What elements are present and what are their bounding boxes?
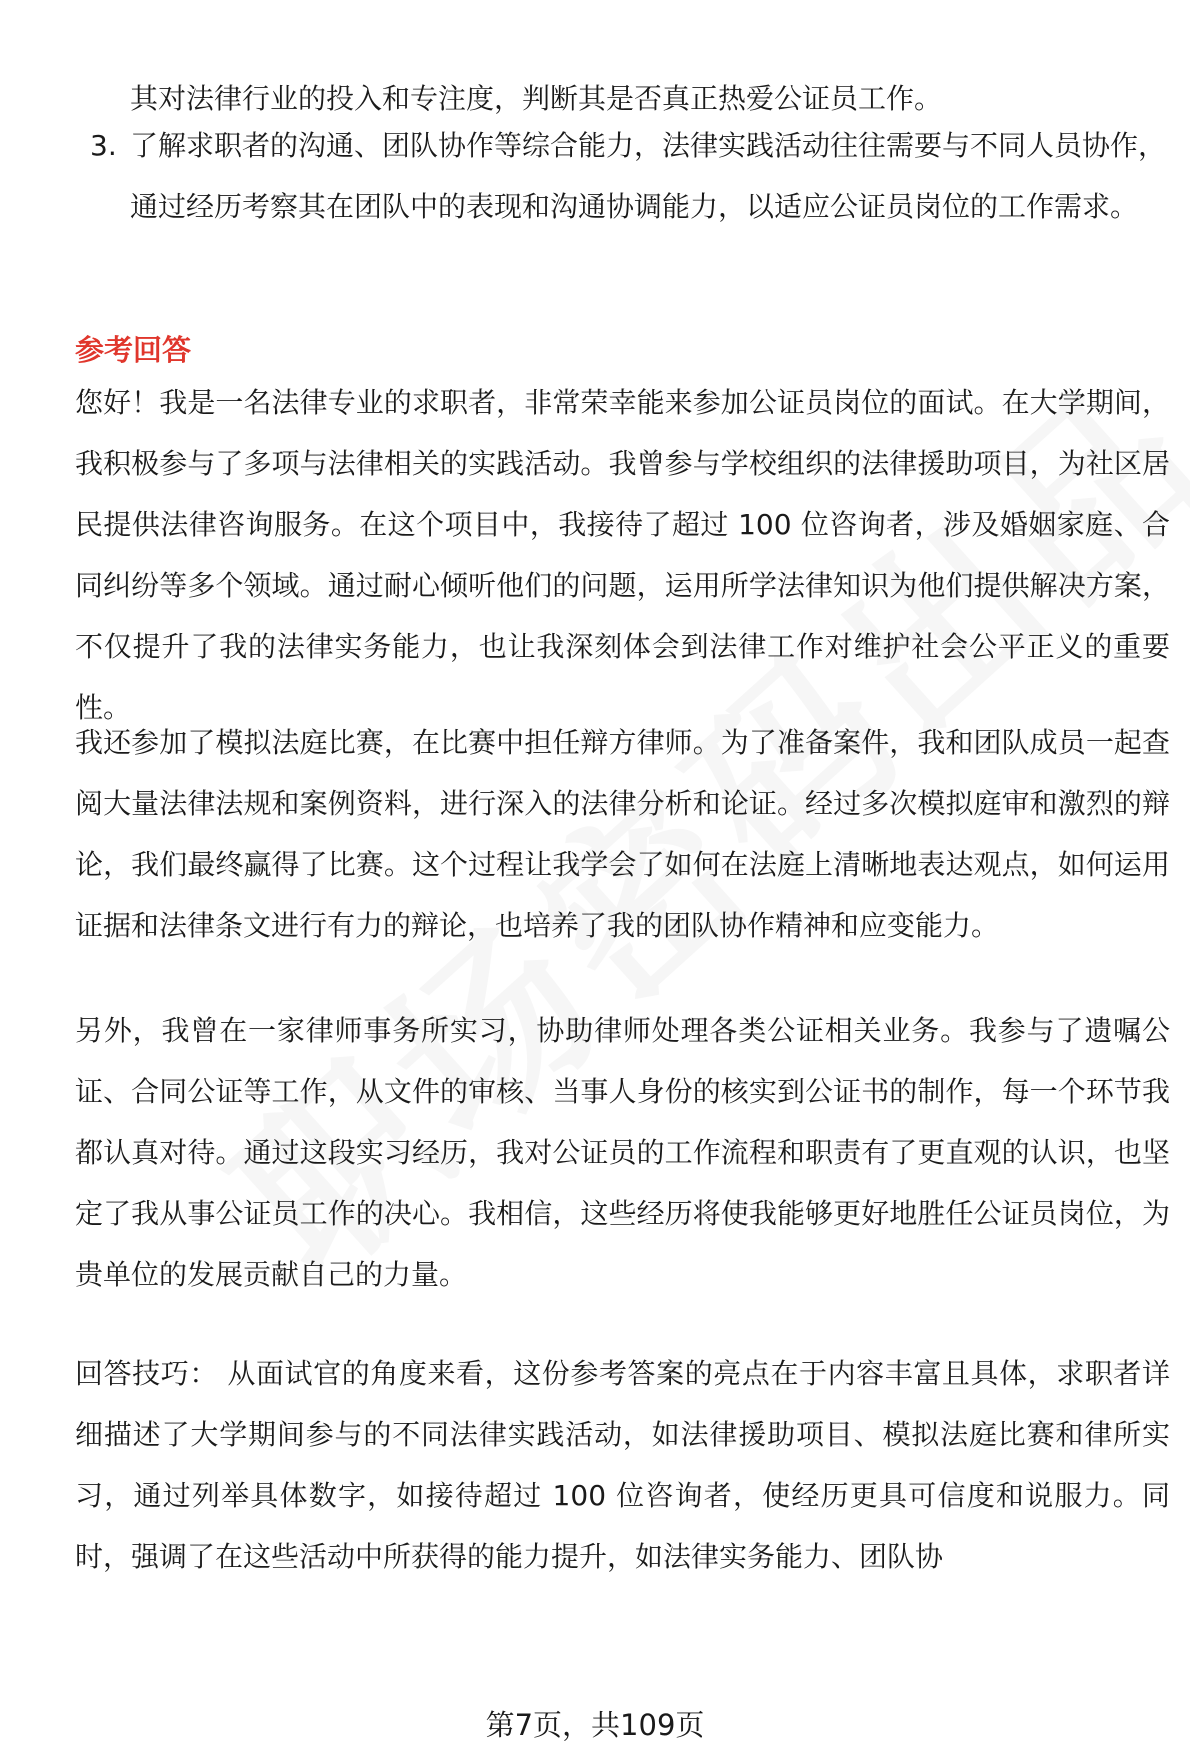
- paragraph-1: 您好！我是一名法律专业的求职者，非常荣幸能来参加公证员岗位的面试。在大学期间，我积极参与了多项与法律相关的实践活动。我曾参与学校组织的法律援助项目，为社区居民提供法律咨询服务。在这个项目中，我接待了超过 100 位咨询者，涉及婚姻家庭、合同纠纷等多个领域。通过耐心倾听他们的问题，运用所学法律知识为他们提供解决方案，不仅提升了我的法律实务能力，也让我深刻体会到法律工作对维护社会公平正义的重要性。: [75, 386, 1170, 724]
- list-item-number: 3.: [90, 129, 117, 162]
- list-item-3: [90, 115, 1170, 237]
- paragraph-4: 回答技巧： 从面试官的角度来看，这份参考答案的亮点在于内容丰富且具体，求职者详细描述了大学期间参与的不同法律实践活动，如法律援助项目、模拟法庭比赛和律所实习，通过列举具体数字，如接待超过 100 位咨询者，使经历更具可信度和说服力。同时，强调了在这些活动中所获得的能力提升，如法律实务能力、团队协: [75, 1357, 1170, 1573]
- list-item-text: 了解求职者的沟通、团队协作等综合能力，法律实践活动往往需要与不同人员协作，通过经历考察其在团队中的表现和沟通协调能力，以适应公证员岗位的工作需求。: [130, 129, 1167, 223]
- list-item-continuation: 其对法律行业的投入和专注度，判断其是否真正热爱公证员工作。: [130, 82, 943, 115]
- paragraph-3: 另外，我曾在一家律师事务所实习，协助律师处理各类公证相关业务。我参与了遗嘱公证、合同公证等工作，从文件的审核、当事人身份的核实到公证书的制作，每一个环节我都认真对待。通过这段实习经历，我对公证员的工作流程和职责有了更直观的认识，也坚定了我从事公证员工作的决心。我相信，这些经历将使我能够更好地胜任公证员岗位，为贵单位的发展贡献自己的力量。: [75, 1014, 1170, 1291]
- paragraph-2: 我还参加了模拟法庭比赛，在比赛中担任辩方律师。为了准备案件，我和团队成员一起查阅大量法律法规和案例资料，进行深入的法律分析和论证。经过多次模拟庭审和激烈的辩论，我们最终赢得了比赛。这个过程让我学会了如何在法庭上清晰地表达观点，如何运用证据和法律条文进行有力的辩论，也培养了我的团队协作精神和应变能力。: [75, 726, 1170, 942]
- section-heading: 参考回答: [75, 333, 192, 367]
- page-number: 第7页，共109页: [485, 1708, 705, 1742]
